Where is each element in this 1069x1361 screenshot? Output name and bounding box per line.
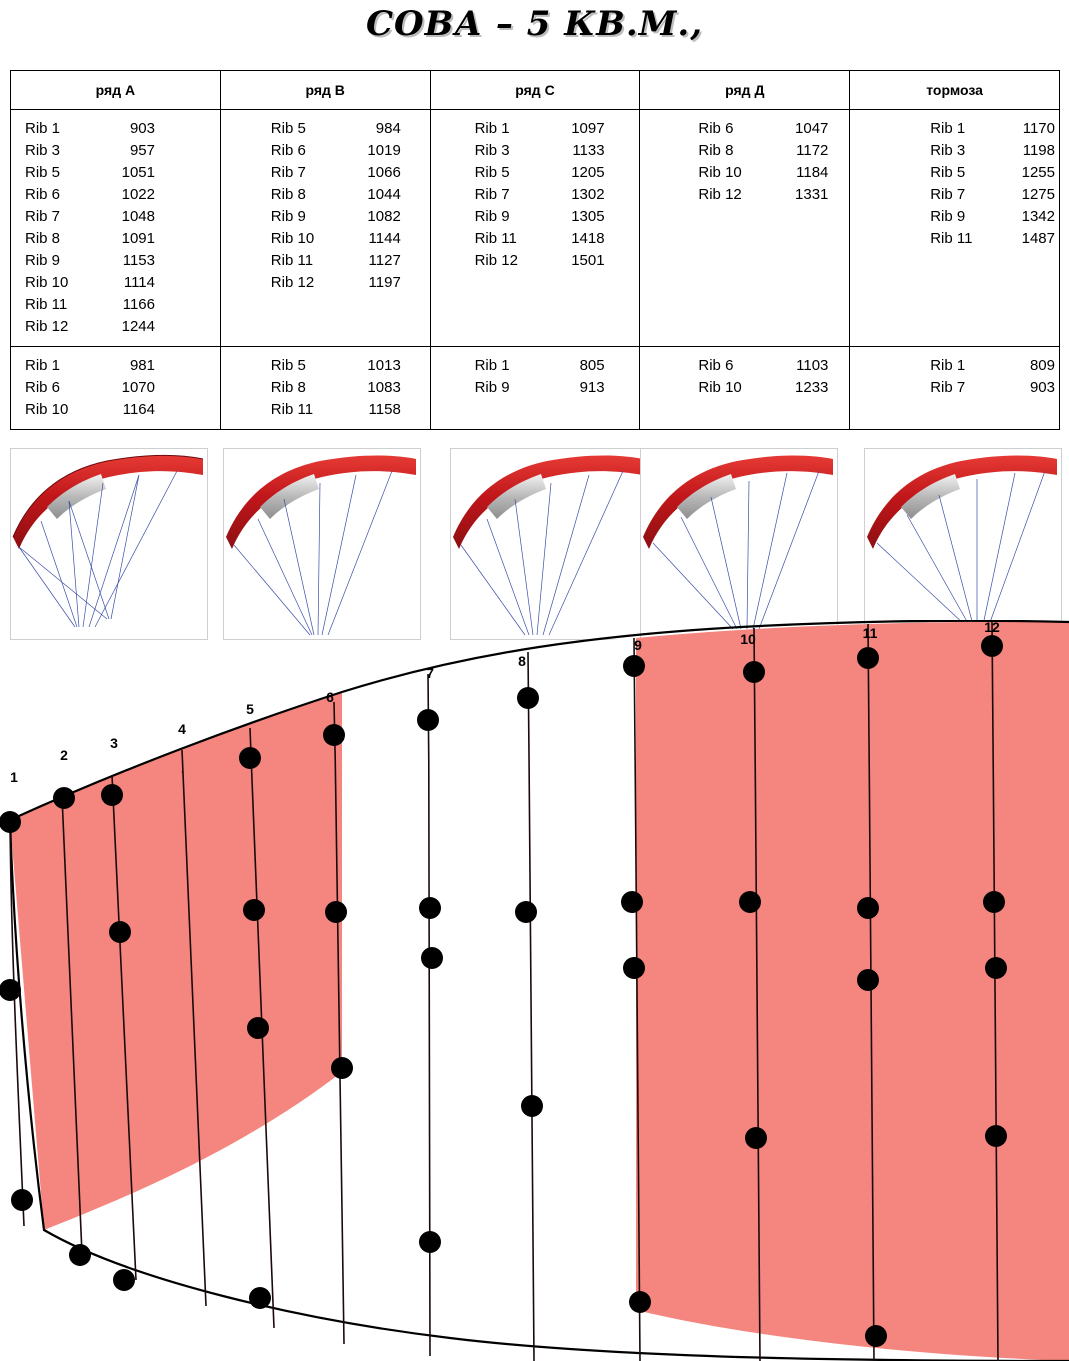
list-item [25, 272, 216, 294]
rib-number-3: 3 [110, 735, 118, 751]
rib-label: Rib 7 [474, 186, 510, 203]
rib-value: 805 [579, 357, 605, 374]
list-item [25, 316, 216, 338]
table-header-row-b: ряд В [220, 71, 430, 110]
rib-value: 1255 [1021, 164, 1055, 181]
table-header-brakes: тормоза [850, 71, 1060, 110]
rib-label: Rib 9 [474, 379, 510, 396]
rib-label: Rib 7 [270, 164, 306, 181]
list-item [475, 355, 636, 377]
rib-value: 1166 [122, 296, 155, 313]
rib-label: Rib 9 [270, 208, 306, 225]
line-length-tables [10, 70, 1060, 430]
rib-value: 1305 [571, 208, 605, 225]
rib-label: Rib 6 [25, 186, 61, 203]
rib-number-9: 9 [634, 637, 642, 653]
list-item [25, 206, 216, 228]
rib-value: 1418 [571, 230, 605, 247]
list-item [930, 377, 1055, 399]
canopy-shape [226, 456, 416, 550]
rib-label: Rib 6 [25, 379, 61, 396]
rib-number-8: 8 [518, 653, 526, 669]
list-item [271, 377, 426, 399]
list-item [930, 206, 1055, 228]
rib-label: Rib 8 [25, 230, 61, 247]
rib-value: 1153 [122, 252, 155, 269]
rib-number-1: 1 [10, 769, 18, 785]
rib-label: Rib 8 [698, 142, 734, 159]
rib-label: Rib 12 [270, 274, 315, 291]
list-item [930, 355, 1055, 377]
rib-label: Rib 1 [25, 357, 61, 374]
rib-label: Rib 10 [698, 379, 742, 396]
cell-upper-d [640, 110, 850, 347]
rib-label: Rib 11 [25, 296, 68, 313]
rib-value: 984 [375, 120, 401, 137]
rib-label: Rib 7 [930, 186, 966, 203]
rib-value: 1070 [121, 379, 155, 396]
list-item [698, 377, 845, 399]
rib-value: 1233 [795, 379, 829, 396]
rib-value: 1044 [367, 186, 401, 203]
list-item [698, 118, 845, 140]
list-item [25, 250, 216, 272]
rib-number-4: 4 [178, 721, 186, 737]
rib-value: 1172 [796, 142, 829, 159]
rib-value: 1047 [795, 120, 829, 137]
canopy-shape [867, 456, 1057, 550]
rib-value: 1019 [367, 142, 401, 159]
list-item [271, 118, 426, 140]
rib-number-6: 6 [326, 689, 334, 705]
rib-value: 1197 [368, 274, 401, 291]
list-item [475, 228, 636, 250]
rib-label: Rib 10 [25, 274, 69, 291]
list-item [25, 399, 216, 421]
rib-value: 1091 [121, 230, 155, 247]
rib-value: 903 [1029, 379, 1055, 396]
rib-value: 1022 [121, 186, 155, 203]
canopy-shape [13, 456, 203, 550]
table-header-row [11, 71, 1060, 110]
panel-group-middle [342, 638, 636, 1310]
list-item [25, 294, 216, 316]
rib-label: Rib 11 [474, 230, 517, 247]
list-item [271, 162, 426, 184]
list-item [271, 228, 426, 250]
cell-lower-d [640, 347, 850, 430]
rib-value: 1205 [571, 164, 605, 181]
rib-value: 903 [129, 120, 155, 137]
list-item [698, 162, 845, 184]
table-header-row-a: ряд А [11, 71, 221, 110]
rib-value: 957 [129, 142, 155, 159]
rib-value: 1144 [368, 230, 401, 247]
cell-lower-a [11, 347, 221, 430]
rib-value: 1127 [368, 252, 401, 269]
cell-upper-brakes [850, 110, 1060, 347]
rib-value: 1244 [121, 318, 155, 335]
rib-value: 1342 [1021, 208, 1055, 225]
table-header-row-c: ряд С [430, 71, 640, 110]
rib-label: Rib 3 [25, 142, 61, 159]
table-row [11, 110, 1060, 347]
panel-group-right [636, 622, 1069, 1361]
list-item [25, 140, 216, 162]
list-item [271, 250, 426, 272]
rib-label: Rib 1 [930, 120, 966, 137]
wing-planform-diagram [0, 620, 1069, 1361]
rib-value: 1066 [367, 164, 401, 181]
list-item [25, 355, 216, 377]
rib-label: Rib 3 [474, 142, 510, 159]
list-item [930, 118, 1055, 140]
rib-number-12: 12 [984, 620, 1000, 635]
rib-label: Rib 11 [270, 401, 314, 418]
list-item [271, 184, 426, 206]
list-item [25, 377, 216, 399]
rib-number-10: 10 [740, 631, 756, 647]
list-item [698, 184, 845, 206]
rib-label: Rib 1 [474, 120, 510, 137]
rib-label: Rib 7 [930, 379, 966, 396]
rib-number-11: 11 [862, 625, 878, 641]
rib-value: 1158 [368, 401, 401, 418]
rib-value: 913 [579, 379, 605, 396]
rib-value: 1170 [1022, 120, 1055, 137]
list-item [930, 162, 1055, 184]
rib-label: Rib 5 [930, 164, 966, 181]
rib-value: 981 [129, 357, 155, 374]
rib-label: Rib 12 [474, 252, 518, 269]
list-item [271, 206, 426, 228]
list-item [271, 140, 426, 162]
rib-value: 1164 [122, 401, 155, 418]
rib-value: 1487 [1021, 230, 1055, 247]
wing-view-row-b [223, 448, 421, 640]
rib-label: Rib 8 [270, 186, 306, 203]
panel-group-left [10, 692, 342, 1230]
rib-value: 1114 [123, 274, 155, 291]
cell-lower-c [430, 347, 640, 430]
wing-thumbnails-strip [10, 448, 1060, 643]
rib-value: 1501 [571, 252, 605, 269]
rib-label: Rib 1 [930, 357, 966, 374]
wing-view-row-d [640, 448, 838, 640]
list-item [475, 118, 636, 140]
canopy-shape [453, 456, 643, 550]
page-title-text: СОВА – 5 КВ.М., [365, 4, 704, 44]
rib-label: Rib 10 [270, 230, 315, 247]
rib-label: Rib 3 [930, 142, 966, 159]
rib-value: 1184 [796, 164, 829, 181]
list-item [698, 140, 845, 162]
rib-label: Rib 11 [930, 230, 973, 247]
line-lengths-table [10, 70, 1060, 430]
rib-label: Rib 5 [270, 357, 306, 374]
cell-lower-brakes [850, 347, 1060, 430]
rib-label: Rib 6 [698, 357, 734, 374]
rib-label: Rib 5 [474, 164, 510, 181]
list-item [25, 118, 216, 140]
rib-value: 1051 [121, 164, 155, 181]
rib-value: 1097 [571, 120, 605, 137]
table-header-row-d: ряд Д [640, 71, 850, 110]
rib-label: Rib 5 [25, 164, 61, 181]
rib-label: Rib 5 [270, 120, 306, 137]
rib-label: Rib 6 [698, 120, 734, 137]
rib-label: Rib 10 [25, 401, 69, 418]
list-item [25, 184, 216, 206]
table-row [11, 347, 1060, 430]
list-item [475, 140, 636, 162]
cell-upper-b [220, 110, 430, 347]
list-item [475, 184, 636, 206]
rib-value: 1331 [795, 186, 829, 203]
planform-panels [10, 622, 1069, 1361]
list-item [271, 355, 426, 377]
rib-label: Rib 9 [25, 252, 61, 269]
list-item [25, 228, 216, 250]
list-item [930, 184, 1055, 206]
rib-label: Rib 1 [25, 120, 61, 137]
rib-value: 809 [1029, 357, 1055, 374]
cell-upper-c [430, 110, 640, 347]
rib-value: 1048 [121, 208, 155, 225]
rib-label: Rib 12 [25, 318, 69, 335]
rib-value: 1082 [367, 208, 401, 225]
rib-value: 1013 [367, 357, 401, 374]
rib-number-5: 5 [246, 701, 254, 717]
rib-value: 1103 [796, 357, 829, 374]
rib-number-2: 2 [60, 747, 68, 763]
canopy-shape [643, 456, 833, 550]
rib-label: Rib 1 [474, 357, 510, 374]
list-item [698, 355, 845, 377]
list-item [475, 206, 636, 228]
rib-label: Rib 7 [25, 208, 61, 225]
rib-label: Rib 9 [474, 208, 510, 225]
rib-label: Rib 8 [270, 379, 306, 396]
rib-value: 1198 [1022, 142, 1055, 159]
rib-value: 1083 [367, 379, 401, 396]
wing-view-row-a [10, 448, 208, 640]
list-item [475, 377, 636, 399]
wing-view-brakes [864, 448, 1062, 640]
rib-label: Rib 10 [698, 164, 742, 181]
rib-label: Rib 11 [270, 252, 314, 269]
list-item [930, 228, 1055, 250]
list-item [271, 272, 426, 294]
rib-value: 1275 [1021, 186, 1055, 203]
cell-upper-a [11, 110, 221, 347]
cell-lower-b [220, 347, 430, 430]
wing-view-row-c [450, 448, 648, 640]
list-item [25, 162, 216, 184]
rib-value: 1302 [571, 186, 605, 203]
list-item [475, 162, 636, 184]
rib-label: Rib 12 [698, 186, 742, 203]
rib-label: Rib 9 [930, 208, 966, 225]
rib-number-7: 7 [426, 665, 434, 681]
rib-label: Rib 6 [270, 142, 306, 159]
list-item [930, 140, 1055, 162]
list-item [271, 399, 426, 421]
rib-value: 1133 [572, 142, 605, 159]
page-title [0, 4, 1069, 44]
list-item [475, 250, 636, 272]
